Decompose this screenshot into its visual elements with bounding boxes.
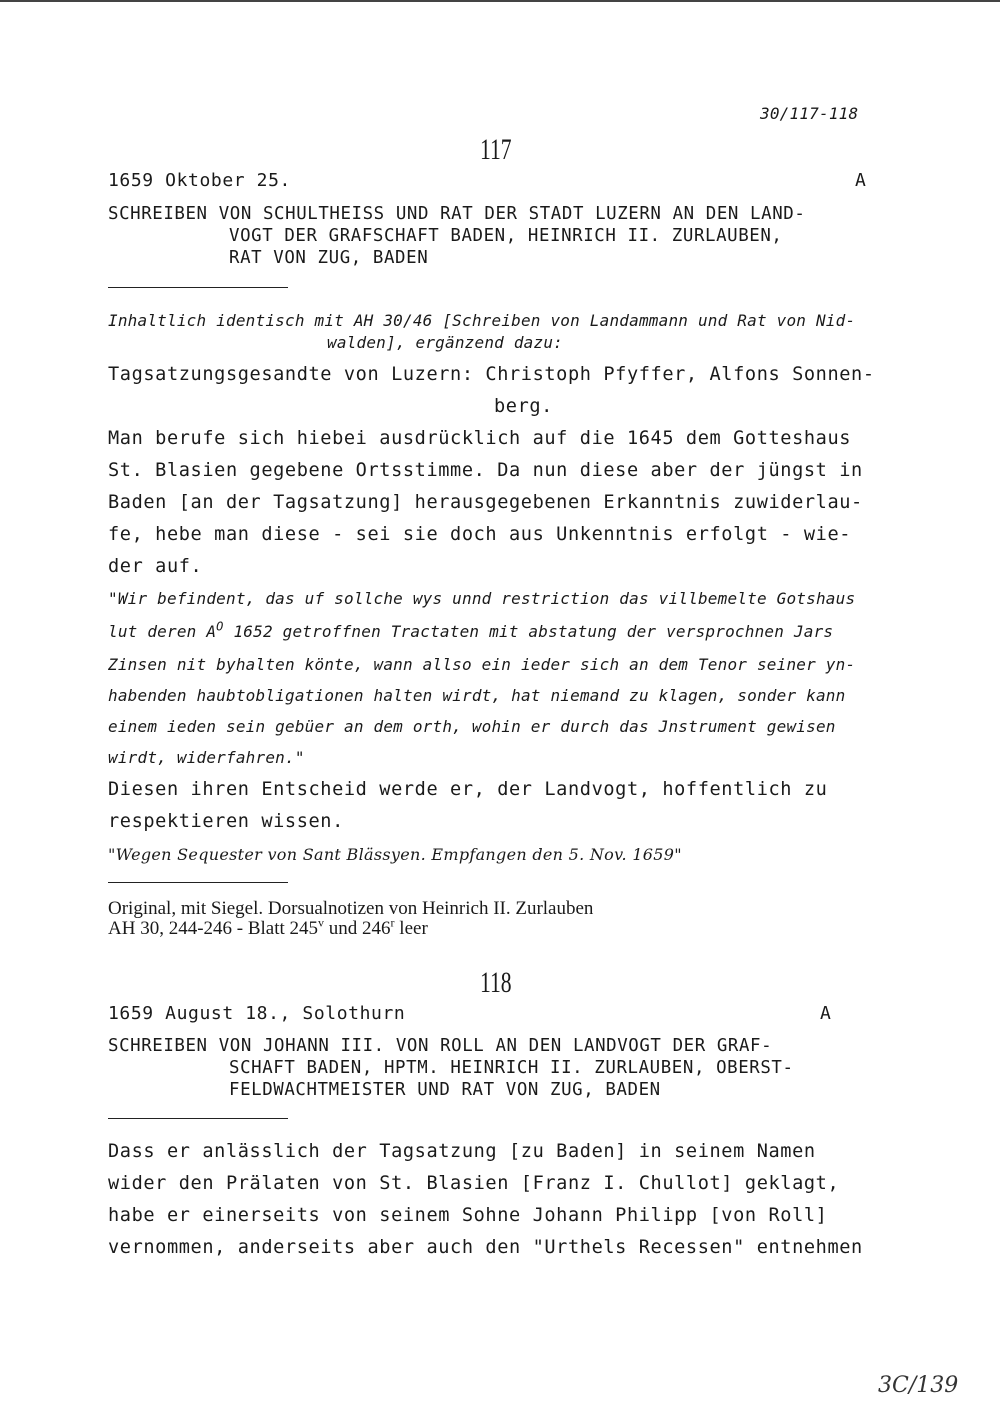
quote-line-1: "Wir befindent, das uf sollche wys unnd restriction das villbemelte Gotshaus [108, 589, 856, 608]
entry-118-title-line-3: FELDWACHTMEISTER UND RAT VON ZUG, BADEN [229, 1080, 661, 1100]
source-line-2-mid: und 246 [324, 918, 391, 939]
quote-line-2-rest: 1652 getroffnen Tractaten mit abstatung der versprochnen Jars [223, 622, 834, 641]
entry-117-date: 1659 Oktober 25. [108, 170, 291, 191]
source-line-2-start: AH 30, 244-246 - Blatt 245 [108, 918, 319, 939]
entry-number-118: 118 [480, 966, 512, 999]
source-sup-verso: v [318, 915, 325, 930]
entry-number-117: 117 [480, 133, 512, 166]
entry-117-title-line-2: VOGT DER GRAFSCHAFT BADEN, HEINRICH II. ZURLAUBEN, [229, 226, 783, 246]
entry-117-separator [108, 287, 288, 288]
quote-line-4: habenden haubtobligationen halten wirdt, hat niemand zu klagen, sonder kann [108, 686, 846, 705]
page-reference: 30/117-118 [760, 104, 859, 123]
entry-118-body-line-2: wider den Prälaten von St. Blasien [Franz I. Chullot] geklagt, [108, 1173, 840, 1194]
entry-117-body-line-2: berg. [494, 396, 553, 417]
entry-118-archive-letter: A [820, 1003, 832, 1024]
quote-superscript-o: O [216, 619, 224, 634]
entry-117-body-line-5: Baden [an der Tagsatzung] herausgegebenen Erkanntnis zuwiderlau- [108, 492, 863, 513]
quote-line-5: einem ieden sein gebüer an dem orth, wohin er durch das Jnstrument gewisen [108, 717, 836, 736]
entry-118-body-line-4: vernommen, anderseits aber auch den "Urthels Recessen" entnehmen [108, 1237, 863, 1258]
quote-line-2 [108, 619, 834, 641]
entry-117-body-line-6: fe, hebe man diese - sei sie doch aus Unkenntnis erfolgt - wie- [108, 524, 852, 545]
quote-line-3: Zinsen nit byhalten könte, wann allso ein ieder sich an dem Tenor seiner yn- [108, 655, 856, 674]
entry-117-body-line-7: der auf. [108, 556, 203, 577]
entry-118-date: 1659 August 18., Solothurn [108, 1003, 406, 1024]
entry-117-body2-line-1: Diesen ihren Entscheid werde er, der Landvogt, hoffentlich zu [108, 779, 828, 800]
source-separator [108, 882, 288, 883]
source-sup-recto: r [390, 915, 395, 930]
entry-118-title-line-2: SCHAFT BADEN, HPTM. HEINRICH II. ZURLAUBEN, OBERST- [229, 1058, 794, 1078]
handwritten-page-mark: 3C/139 [878, 1373, 959, 1398]
source-line-2-end: leer [394, 918, 428, 939]
entry-118-body-line-1: Dass er anlässlich der Tagsatzung [zu Baden] in seinem Namen [108, 1141, 816, 1162]
entry-118-title-line-1: SCHREIBEN VON JOHANN III. VON ROLL AN DEN LANDVOGT DER GRAF- [108, 1036, 773, 1056]
entry-117-note-line-2: walden], ergänzend dazu: [327, 333, 563, 352]
dorsal-note: "Wegen Sequester von Sant Blässyen. Empfangen den 5. Nov. 1659" [108, 845, 682, 864]
entry-117-body-line-4: St. Blasien gegebene Ortsstimme. Da nun diese aber der jüngst in [108, 460, 863, 481]
entry-117-note-line-1: Inhaltlich identisch mit AH 30/46 [Schreiben von Landammann und Rat von Nid- [108, 311, 856, 330]
scan-top-edge [0, 0, 1000, 2]
source-line-2 [108, 915, 428, 940]
quote-line-2-start: lut deren A [108, 622, 217, 641]
entry-117-title-line-1: SCHREIBEN VON SCHULTHEISS UND RAT DER STADT LUZERN AN DEN LAND- [108, 204, 806, 224]
entry-117-body-line-1: Tagsatzungsgesandte von Luzern: Christoph Pfyffer, Alfons Sonnen- [108, 364, 875, 385]
entry-117-title-line-3: RAT VON ZUG, BADEN [229, 248, 429, 268]
quote-line-6: wirdt, widerfahren." [108, 748, 305, 767]
entry-118-separator [108, 1118, 288, 1119]
entry-117-archive-letter: A [855, 170, 867, 191]
entry-118-body-line-3: habe er einerseits von seinem Sohne Johann Philipp [von Roll] [108, 1205, 828, 1226]
source-line-1: Original, mit Siegel. Dorsualnotizen von Heinrich II. Zurlauben [108, 898, 594, 919]
entry-117-body-line-3: Man berufe sich hiebei ausdrücklich auf die 1645 dem Gotteshaus [108, 428, 852, 449]
entry-117-body2-line-2: respektieren wissen. [108, 811, 344, 832]
